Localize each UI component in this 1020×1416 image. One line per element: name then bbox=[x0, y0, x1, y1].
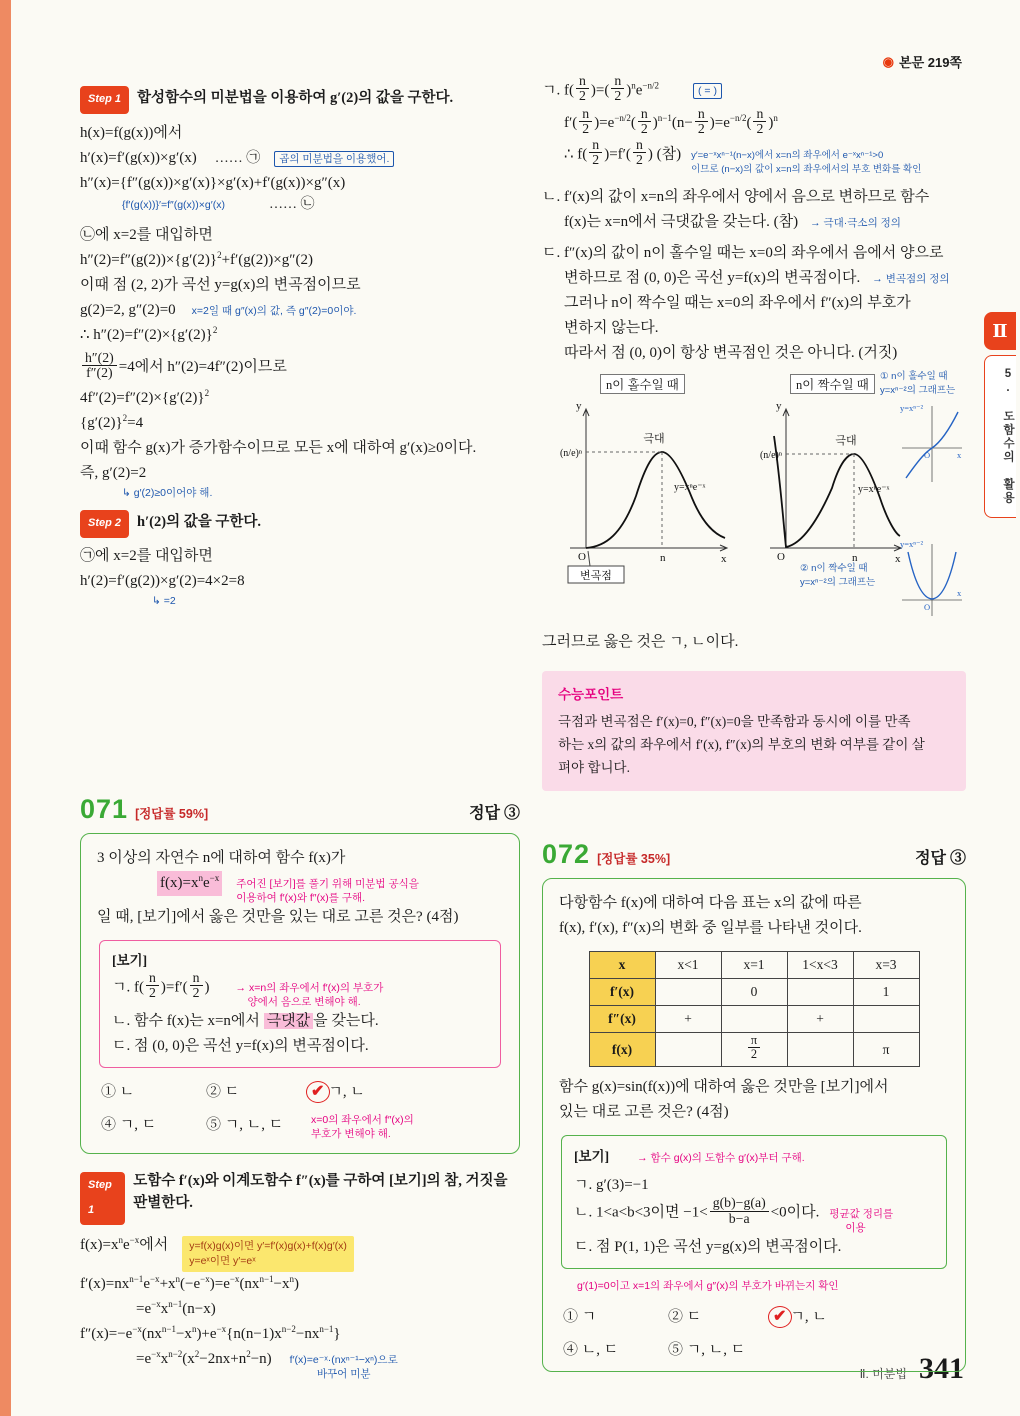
bogi-label: [보기] bbox=[574, 1149, 610, 1165]
note-derivative-first: → 함수 g(x)의 도함수 g′(x)부터 구해. bbox=[637, 1152, 805, 1165]
text-line: 하는 x의 값의 좌우에서 f′(x), f″(x)의 부호의 변화 여부를 같이 살 bbox=[558, 737, 925, 753]
note-g-prime-check: g′(1)=0이고 x=1의 좌우에서 g″(x)의 부호가 바뀌는지 확인 bbox=[577, 1279, 839, 1292]
math-line: ㉡에 x=2를 대입하면 bbox=[80, 227, 213, 243]
math-line: h′(x)=f′(g(x))×g′(x) bbox=[80, 150, 197, 166]
option-3-text: ㄱ, ㄴ bbox=[328, 1084, 365, 1101]
page-spine bbox=[0, 0, 11, 1416]
mini-origin-label: O bbox=[924, 450, 931, 461]
graph-curve-label: y=xⁿe⁻ˣ bbox=[674, 482, 706, 494]
note-chain-rule: {f′(g(x))}′=f″(g(x))×g′(x) bbox=[122, 199, 225, 211]
bogi-item-g bbox=[112, 970, 488, 1009]
table-row bbox=[589, 979, 919, 1006]
note-g2-value: x=2일 때 g″(x)의 값, 즉 g″(2)=0이야. bbox=[191, 305, 357, 317]
exam-point-box bbox=[542, 671, 966, 791]
table-cell bbox=[853, 1006, 919, 1033]
problem-071-box bbox=[80, 833, 520, 1154]
chapter-side-tab bbox=[984, 312, 1020, 518]
mini-x-label: x bbox=[957, 450, 962, 461]
graph-peak-value-label: (n/e)ⁿ bbox=[559, 448, 582, 460]
formula-ref: …… ㉠ bbox=[214, 151, 261, 166]
note-rewrite bbox=[290, 1353, 398, 1381]
table-cell: + bbox=[787, 1006, 853, 1033]
highlight-maximum: 극댓값 bbox=[264, 1013, 313, 1029]
math-line: ∴ $h''(2)=f''(2)\times\{g'(2)\}^2$ bbox=[80, 325, 218, 343]
graph-origin-label: O bbox=[777, 551, 785, 564]
answer-check-icon: ✔ bbox=[311, 1083, 325, 1101]
graph-n-label: n bbox=[660, 552, 666, 565]
mini-curve-label: y=xⁿ⁻² bbox=[900, 403, 924, 414]
problem-stem: 다항함수 f(x)에 대하여 다음 표는 x의 값에 따른 bbox=[559, 895, 862, 912]
graph-inflection-label: 변곡점 bbox=[580, 570, 612, 583]
step1-badge: Step 1 bbox=[80, 86, 129, 114]
graph-y-label: y bbox=[576, 400, 582, 413]
math-line: f′( $\frac{n}{2}$ )$=e^{-n/2}$( $\frac{n}{2}$ )$^{n-1}$(n− $\frac{n}{2}$ )$=e^{-n/2}$( $\frac{n}{2}$ )$^n$ bbox=[564, 105, 778, 137]
note-product-rule: 곱의 미분법을 이용했어. bbox=[274, 151, 394, 167]
option-5: ⑤ ㄱ, ㄴ, ㄷ bbox=[668, 1341, 746, 1358]
note-extremum-def: → 극대·극소의 정의 bbox=[810, 217, 901, 230]
option-2: ② ㄷ bbox=[668, 1308, 702, 1325]
page-ref bbox=[883, 52, 962, 71]
page-ref-label: 본문 219쪽 bbox=[899, 55, 962, 70]
table-cell: x<1 bbox=[655, 952, 721, 979]
analysis-d-line: ㄷ. f″(x)의 값이 n이 홀수일 때는 x=0의 좌우에서 음에서 양으로 bbox=[542, 245, 944, 262]
note-mvt bbox=[829, 1207, 893, 1235]
graph-peak-value-label: (n/e)ⁿ bbox=[759, 450, 782, 462]
table-cell: 1<x<3 bbox=[787, 952, 853, 979]
bogi-label: [보기] bbox=[112, 953, 148, 968]
math-line: $=e^{-x}x^{n-1}(n-x)$ bbox=[136, 1299, 216, 1318]
note-line: 바꾸어 미분 bbox=[316, 1368, 371, 1381]
graph-odd-n bbox=[542, 398, 732, 588]
math-line: $4f''(2)=f''(2)\times\{g'(2)\}^2$ bbox=[80, 388, 210, 406]
step2-badge: Step 2 bbox=[80, 510, 129, 538]
graph-x-label: x bbox=[895, 553, 901, 566]
problem-number: 071 bbox=[80, 794, 129, 824]
problem-stem: 있는 대로 고른 것은? (4점) bbox=[559, 1104, 729, 1121]
note-sign-check bbox=[691, 149, 926, 177]
table-cell: 0 bbox=[721, 979, 787, 1006]
note-line: 이므로 (n−x)의 값이 x=n의 좌우에서의 부호 변화를 확인 bbox=[691, 164, 922, 176]
option-5: ⑤ ㄱ, ㄴ, ㄷ bbox=[206, 1117, 284, 1134]
note-line: 이용하여 f′(x)와 f″(x)를 구해. bbox=[236, 892, 366, 904]
analysis-g-row bbox=[542, 73, 966, 106]
step2-title: h′(2)의 값을 구한다. bbox=[137, 514, 261, 530]
graph-n-label: n bbox=[852, 552, 858, 565]
note-line: y=xⁿ⁻²의 그래프는 bbox=[880, 385, 956, 397]
math-line: 이때 점 (2, 2)가 곡선 y=g(x)의 변곡점이므로 bbox=[80, 277, 361, 293]
problem-stem: 3 이상의 자연수 n에 대하여 함수 f(x)가 bbox=[97, 850, 346, 866]
table-cell: 1 bbox=[853, 979, 919, 1006]
note-line: y=f(x)g(x)이면 y′=f′(x)g(x)+f(x)g′(x) bbox=[189, 1240, 347, 1253]
math-line: h″(x)={f″(g(x))×g′(x)}×g′(x)+f′(g(x))×g″(x) bbox=[80, 175, 346, 191]
math-line: $\{g'(2)\}^2=4$ bbox=[80, 413, 144, 431]
option-1: ① ㄴ bbox=[101, 1084, 135, 1101]
step1-title: 합성함수의 미분법을 이용하여 g′(2)의 값을 구한다. bbox=[137, 90, 454, 106]
table-row bbox=[589, 1033, 919, 1067]
note-sign-change bbox=[236, 981, 384, 1009]
option-4: ④ ㄴ, ㄷ bbox=[563, 1341, 619, 1358]
options-071 bbox=[97, 1080, 503, 1141]
math-line: $f''(x)=-e^{-x}(nx^{n-1}-x^n)+e^{-x}\{n(n-1)x^{n-2}-nx^{n-1}\}$ bbox=[80, 1324, 341, 1343]
math-row bbox=[80, 146, 520, 171]
option-3-text: ㄱ, ㄴ bbox=[790, 1308, 827, 1325]
math-line: $=e^{-x}x^{n-2}(x^2-2nx+n^2-n)$ bbox=[136, 1349, 272, 1368]
odd-case-label: n이 홀수일 때 bbox=[600, 374, 685, 394]
note-line: f′(x)=e⁻ˣ·(nxⁿ⁻¹−xⁿ)으로 bbox=[289, 1354, 398, 1367]
note-line: 이용 bbox=[845, 1221, 866, 1234]
math-line: ㉠에 x=2를 대입하면 bbox=[80, 548, 213, 564]
math-line: $f(x)=x^ne^{-x}$에서 bbox=[80, 1235, 169, 1254]
bogi-box-072 bbox=[561, 1135, 947, 1268]
math-line: g(2)=2, g″(2)=0 bbox=[80, 302, 176, 318]
math-line: h(x)=f(g(x))에서 bbox=[80, 125, 183, 141]
mini1-title bbox=[880, 370, 966, 398]
step1-title: 도함수 f′(x)와 이계도함수 f″(x)를 구하여 [보기]의 참, 거짓을 판별한다. bbox=[133, 1173, 508, 1212]
text-line: 따라서 점 (0, 0)이 항상 변곡점인 것은 아니다. (거짓) bbox=[564, 345, 898, 362]
correct-rate: [정답률 59%] bbox=[135, 807, 209, 821]
table-header-row bbox=[589, 952, 919, 979]
analysis-n-row bbox=[542, 210, 966, 235]
table-cell: x=1 bbox=[721, 952, 787, 979]
derivation-row bbox=[80, 1233, 520, 1272]
footer-chapter: Ⅱ. 미분법 bbox=[859, 1367, 907, 1381]
table-cell bbox=[787, 1033, 853, 1067]
note-differentiate bbox=[236, 877, 419, 905]
option-3-answer bbox=[311, 1080, 499, 1101]
problem-stem: f(x), f′(x), f″(x)의 변화 중 일부를 나타낸 것이다. bbox=[559, 920, 862, 937]
chapter-roman-numeral: Ⅱ bbox=[984, 312, 1016, 350]
answer-label: 정답 ③ bbox=[915, 850, 966, 868]
table-cell: f″(x) bbox=[589, 1006, 655, 1033]
text-line: 변하므로 점 (0, 0)은 곡선 y=f(x)의 변곡점이다. bbox=[564, 270, 861, 287]
derivation-row bbox=[80, 1347, 520, 1381]
answer-label: 정답 ③ bbox=[469, 805, 520, 822]
graph-origin-label: O bbox=[578, 551, 586, 564]
math-line: ㄱ. f( $\frac{n}{2}$ )=( $\frac{n}{2}$ )$^ne^{-n/2}$ bbox=[542, 73, 659, 104]
bogi-box-071 bbox=[99, 940, 501, 1068]
mini-origin-label: O bbox=[924, 602, 931, 613]
sign-change-table bbox=[589, 951, 920, 1067]
table-cell: + bbox=[655, 1006, 721, 1033]
text: 을 갖는다. bbox=[313, 1013, 379, 1030]
chapter-title-vertical: 5. 도함수의 활용 bbox=[984, 355, 1016, 518]
exam-point-title: 수능포인트 bbox=[558, 687, 624, 703]
table-cell: f′(x) bbox=[589, 979, 655, 1006]
math-line: ㄴ. 1<a<b<3이면 −1< $\frac{g(b)-g(a)}{b-a}$ <0이다. bbox=[574, 1195, 820, 1226]
graph-max-label: 극대 bbox=[835, 435, 857, 448]
graph-max-label: 극대 bbox=[643, 433, 665, 446]
problem-stem: 일 때, [보기]에서 옳은 것만을 있는 대로 고른 것은? (4점) bbox=[97, 909, 459, 925]
graph-even-n bbox=[740, 398, 905, 588]
page-number: 341 bbox=[919, 1352, 964, 1385]
problem-072-header bbox=[542, 839, 966, 870]
graph-y-label: y bbox=[776, 400, 782, 413]
table-cell: $\frac{\pi}{2}$ bbox=[721, 1033, 787, 1067]
answer-check-icon: ✔ bbox=[773, 1307, 787, 1325]
target-icon: ◉ bbox=[882, 54, 895, 69]
mini-graph-even-power bbox=[900, 538, 966, 622]
mini2-title bbox=[800, 562, 892, 590]
exam-point-body bbox=[558, 710, 950, 779]
math-row bbox=[80, 298, 520, 323]
table-row bbox=[589, 1006, 919, 1033]
text-line: 그러나 n이 짝수일 때는 x=0의 좌우에서 f″(x)의 부호가 bbox=[564, 295, 911, 312]
mini-x-label: x bbox=[957, 588, 962, 599]
text-line: 변하지 않는다. bbox=[564, 320, 659, 337]
note-nonnegative: ↳ g′(2)≥0이어야 해. bbox=[122, 487, 213, 499]
bogi-item-d: ㄷ. 점 P(1, 1)은 곡선 y=g(x)의 변곡점이다. bbox=[574, 1238, 842, 1255]
note-line: 주어진 [보기]를 풀기 위해 미분법 공식을 bbox=[236, 878, 419, 890]
note-line: y′=e⁻ˣxⁿ⁻¹(n−x)에서 x=n의 좌우에서 e⁻ˣxⁿ⁻¹>0 bbox=[691, 150, 884, 162]
mini-curve-label: y=xⁿ⁻² bbox=[900, 539, 924, 550]
bogi-item-n bbox=[112, 1009, 488, 1034]
solution-step2-row bbox=[80, 510, 520, 538]
bogi-item-g: ㄱ. g′(3)=−1 bbox=[574, 1177, 649, 1194]
table-cell: π bbox=[853, 1033, 919, 1067]
note-inflection-sign bbox=[311, 1113, 499, 1141]
analysis-g-row bbox=[542, 136, 966, 177]
text-line: 극점과 변곡점은 f′(x)=0, f″(x)=0을 만족함과 동시에 이를 만족 bbox=[558, 714, 911, 730]
even-case-label: n이 짝수일 때 bbox=[790, 374, 875, 394]
problem-072-box bbox=[542, 878, 966, 1371]
option-2: ② ㄷ bbox=[206, 1084, 240, 1101]
option-3-answer bbox=[773, 1305, 945, 1326]
math-line: ㄱ. f( $\frac{n}{2}$ )=f′( $\frac{n}{2}$ ) bbox=[112, 970, 210, 1001]
math-line: h′(2)=f′(g(2))×g′(2)=4×2=8 bbox=[80, 573, 245, 589]
spacer bbox=[773, 1338, 945, 1359]
bogi-item-d: ㄷ. 점 (0, 0)은 곡선 y=f(x)의 변곡점이다. bbox=[112, 1038, 369, 1055]
step1-badge: Step 1 bbox=[80, 1172, 125, 1225]
note-product-formula bbox=[182, 1236, 354, 1272]
problem-071-step1 bbox=[80, 1170, 520, 1225]
text-line: f(x)는 x=n에서 극댓값을 갖는다. (참) bbox=[564, 214, 799, 231]
problem-stem: 함수 g(x)=sin(f(x))에 대하여 옳은 것만을 [보기]에서 bbox=[559, 1079, 889, 1096]
note-line: ① n이 홀수일 때 bbox=[880, 371, 948, 383]
math-line: ∴ f( $\frac{n}{2}$ )=f′( $\frac{n}{2}$ ) (참) bbox=[564, 136, 682, 168]
analysis-d-row bbox=[542, 266, 966, 291]
table-cell bbox=[655, 1033, 721, 1067]
problem-formula: $f(x)=x^ne^{-x}$ bbox=[157, 871, 222, 896]
problem-071-header bbox=[80, 794, 520, 825]
note-equal: ( = ) bbox=[693, 83, 722, 99]
table-cell bbox=[787, 979, 853, 1006]
option-4: ④ ㄱ, ㄷ bbox=[101, 1117, 157, 1134]
note-line: 평균값 정리를 bbox=[829, 1207, 894, 1220]
table-cell bbox=[721, 1006, 787, 1033]
formula-row bbox=[97, 871, 503, 905]
solution-step1-row bbox=[80, 86, 520, 114]
math-line: 즉, g′(2)=2 bbox=[80, 465, 147, 481]
graphs-area bbox=[542, 371, 966, 626]
table-cell bbox=[655, 979, 721, 1006]
correct-rate: [정답률 35%] bbox=[597, 852, 671, 867]
note-equals-two: ↳ =2 bbox=[152, 595, 176, 607]
text: ㄴ. 함수 f(x)는 x=n에서 bbox=[112, 1013, 264, 1030]
table-cell: f(x) bbox=[589, 1033, 655, 1067]
options-072 bbox=[559, 1305, 949, 1359]
mini-graph-odd-power bbox=[900, 402, 966, 486]
problem-number: 072 bbox=[542, 839, 591, 870]
left-column bbox=[80, 86, 520, 1381]
conclusion-line: 그러므로 옳은 것은 ㄱ, ㄴ이다. bbox=[542, 634, 739, 651]
table-cell: x=3 bbox=[853, 952, 919, 979]
math-line: 이때 함수 g(x)가 증가함수이므로 모든 x에 대하여 g′(x)≥0이다. bbox=[80, 440, 477, 456]
option-1: ① ㄱ bbox=[563, 1308, 597, 1325]
right-column bbox=[542, 73, 966, 1372]
note-line: 양에서 음으로 변해야 해. bbox=[247, 996, 361, 1009]
math-line: $\frac{h''(2)}{f''(2)}$ =4에서 h″(2)=4f″(2)이므로 bbox=[80, 348, 520, 386]
note-line: → x=n의 좌우에서 f′(x)의 부호가 bbox=[235, 982, 384, 995]
note-inflection-def: → 변곡점의 정의 bbox=[872, 273, 950, 286]
graph-x-label: x bbox=[721, 553, 727, 566]
analysis-n-line: ㄴ. f′(x)의 값이 x=n의 좌우에서 양에서 음으로 변하므로 함수 bbox=[542, 189, 930, 206]
text-line: 펴야 합니다. bbox=[558, 760, 630, 776]
math-line: $f'(x)=nx^{n-1}e^{-x}+x^n(-e^{-x})=e^{-x}(nx^{n-1}-x^n)$ bbox=[80, 1274, 299, 1293]
note-line: x=0의 좌우에서 f″(x)의 bbox=[311, 1114, 414, 1127]
bogi-header-row bbox=[574, 1144, 934, 1173]
note-row bbox=[80, 196, 520, 214]
table-cell: x bbox=[589, 952, 655, 979]
note-line: 부호가 변해야 해. bbox=[311, 1128, 391, 1141]
formula-ref: …… ㉡ bbox=[268, 197, 315, 212]
math-line: $h''(2)=f''(g(2))\times\{g'(2)\}^2+f'(g(2))\times g''(2)$ bbox=[80, 250, 313, 268]
note-line: y=eˣ이면 y′=eˣ bbox=[189, 1255, 256, 1268]
bogi-item-n bbox=[574, 1195, 934, 1234]
note-line: ② n이 짝수일 때 bbox=[800, 563, 868, 575]
graph-curve-label: y=xⁿe⁻ˣ bbox=[858, 484, 890, 496]
note-line: y=xⁿ⁻²의 그래프는 bbox=[800, 577, 876, 589]
